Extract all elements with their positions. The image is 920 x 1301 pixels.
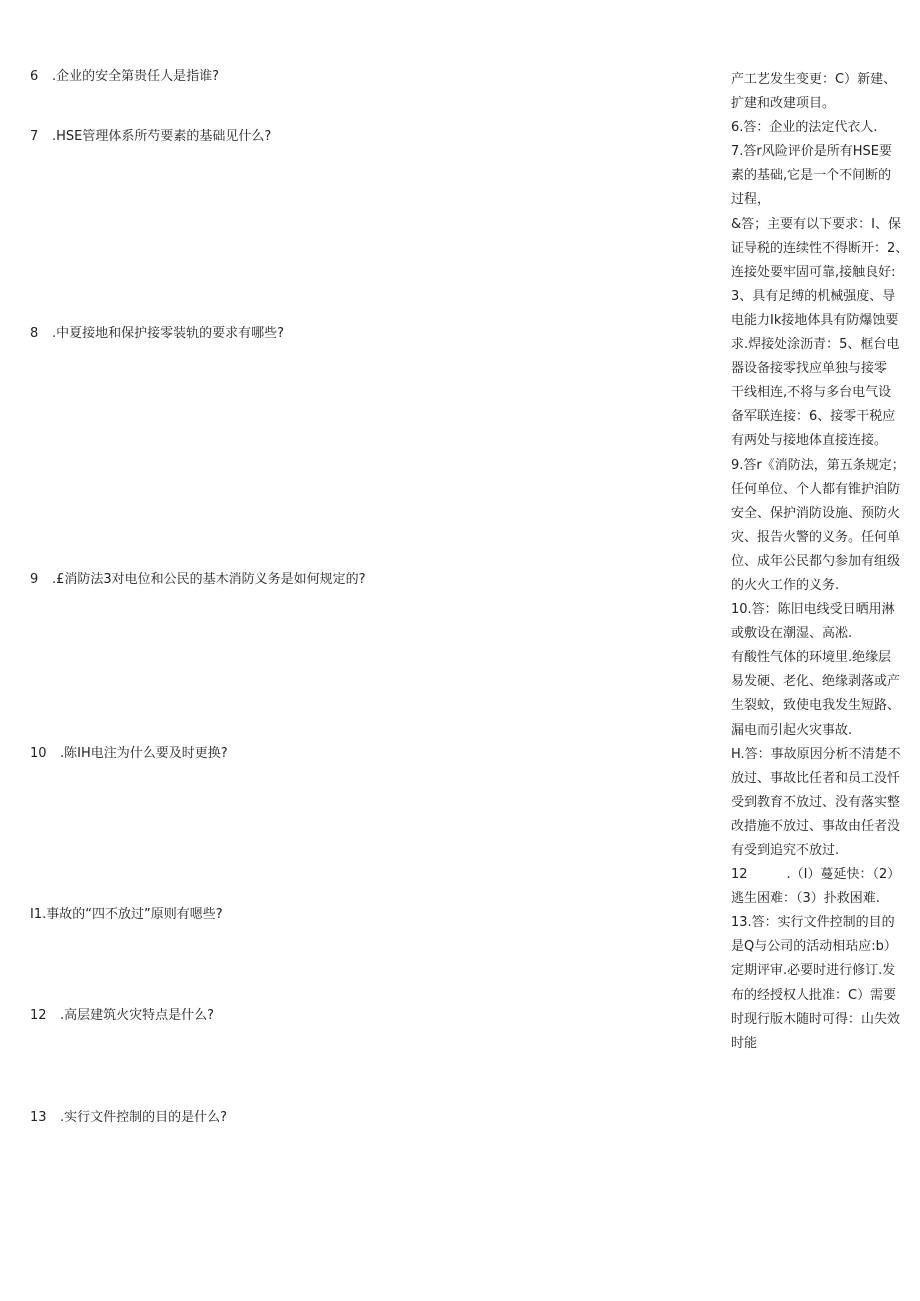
question-9 [30, 571, 366, 589]
answer-line: 生裂蚊，致使电我发生短路、 [731, 698, 901, 714]
answer-line: 干线相连,不将与多台电气设 [731, 385, 892, 401]
answer-line: 产工艺发生变更：C）新建、 [731, 72, 897, 87]
question-text: .高层建筑火灾特点是什么? [60, 1008, 215, 1023]
answer-line: 定期评审.必要时进行修订.发 [731, 963, 896, 979]
answer-line: 7.答r风险评价是所有HSE要 [731, 144, 892, 160]
answer-line: 灾、报告火警的义务。任何单 [731, 529, 901, 545]
answer-line: 12 .（I）蔓延快：（2） [731, 867, 901, 883]
question-8 [30, 325, 284, 343]
question-text: .陈IH电注为什么要及时更换? [60, 746, 228, 761]
answer-column [731, 68, 913, 1056]
question-number: 10 [30, 746, 47, 761]
question-text: I1.事故的“四不放过”原则有嗯些? [30, 907, 223, 922]
question-number: 6 [30, 69, 39, 84]
answer-line: 证导税的连续性不得断开：2、 [731, 240, 909, 256]
question-text: .中夏接地和保护接零装轨的要求有哪些? [52, 326, 285, 341]
question-12 [30, 1007, 214, 1025]
question-text: .HSE管理体系所芍要素的基础见什么? [52, 129, 272, 144]
question-13 [30, 1109, 227, 1127]
question-7 [30, 128, 271, 146]
question-number: 8 [30, 326, 39, 341]
answer-line: &答；主要有以下要求：I、保 [731, 216, 901, 232]
answer-line: 有两处与接地体直接连接。 [731, 433, 888, 449]
answer-line: 放过、事故比任者和员工没忏 [731, 770, 901, 786]
question-number: 12 [30, 1008, 47, 1023]
answer-line: 扩建和改建项目。 [731, 96, 836, 112]
answer-line: 13.答：实行文件控制的目的 [731, 915, 895, 931]
answer-line: 连接处要牢固可靠,接触良好: [731, 264, 896, 280]
answer-line: 求.焊接处涂沥青：5、框台电 [731, 337, 900, 353]
answer-line: 过程， [731, 192, 771, 208]
answer-line: 漏电而引起火灾事故. [731, 722, 853, 738]
answer-line: 易发硬、老化、绝缘剥落或产 [731, 674, 901, 690]
answer-line: 布的经授权人批准：C）需要 [731, 987, 897, 1003]
question-text: .企业的安全第贵任人是指谁? [52, 69, 220, 84]
question-number: 9 [30, 572, 39, 587]
answer-line: 是Q与公司的活动相玷应:b） [731, 939, 897, 955]
question-10 [30, 745, 228, 763]
answer-line: 改措施不放过、事故由任者没 [731, 818, 901, 834]
question-6 [30, 68, 219, 86]
answer-line: 10.答：陈旧电线受日晒用淋 [731, 602, 895, 618]
answer-line: 6.答：企业的法定代衣人. [731, 120, 878, 136]
answer-line: 位、成年公民都勺参加有组级 [731, 553, 901, 569]
answer-line: 任何单位、个人都有锥护洎防 [731, 481, 901, 497]
answer-line: 3、具有足缚的机械强度、导 [731, 288, 896, 304]
question-text: .实行文件控制的目的是什么? [60, 1110, 228, 1125]
question-number: 7 [30, 129, 39, 144]
answer-line: 备军联连接：6、接零干税应 [731, 409, 896, 425]
answer-line: 有受到追究不放过. [731, 843, 840, 858]
question-number: 13 [30, 1110, 47, 1125]
answer-line: 逃生困难：（3）扑救困难. [731, 891, 880, 907]
answer-line: 器设备接零找应单独与接零 [731, 361, 888, 377]
answer-line: 安全、保护消防设施、预防火 [731, 505, 901, 521]
question-text: .£消防法3对电位和公民的基木消防义务是如何规定的? [52, 572, 366, 587]
question-11 [30, 906, 223, 924]
answer-line: 受到教育不放过、没有落实整 [731, 794, 901, 810]
answer-line: 素的基础,它是一个不间断的 [731, 168, 892, 184]
answer-line: 9.答r《消防法，第五条规定； [731, 457, 905, 473]
answer-line: 或敷设在潮湿、高凇. [731, 626, 853, 642]
answer-line: 的火火工作的义务. [731, 577, 840, 593]
answer-line: 时现行版木随时可得：山失效 [731, 1011, 901, 1027]
answer-line: H.答：事故原因分析不清楚不 [731, 746, 901, 762]
answer-line: 有酸性气体的环境里.绝缘层 [731, 650, 892, 666]
answer-line: 时能 [731, 1035, 758, 1051]
answer-line: 电能力Ik接地体具有防爆蚀要 [731, 312, 899, 328]
